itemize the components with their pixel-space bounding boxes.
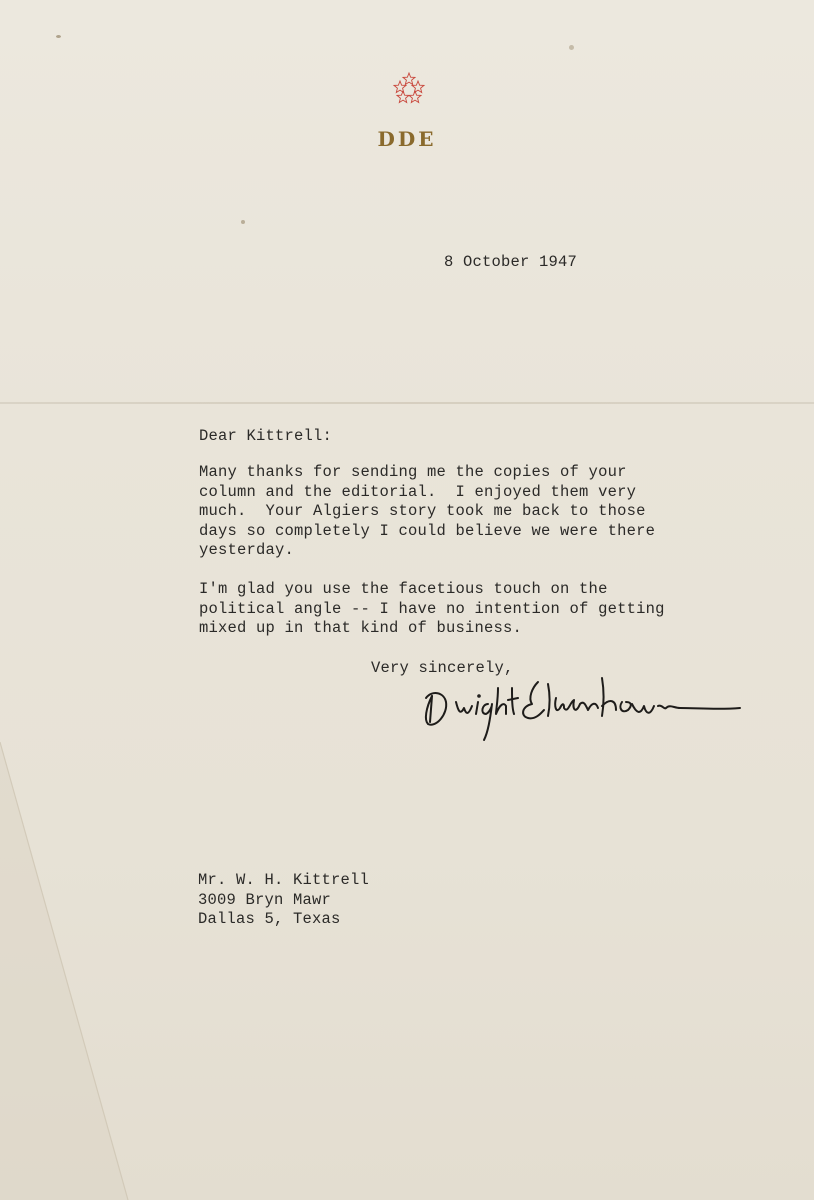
body-line: much. Your Algiers story took me back to those — [199, 502, 646, 520]
closing: Very sincerely, — [371, 659, 514, 677]
body-line: mixed up in that kind of business. — [199, 619, 523, 637]
paper-speck — [569, 45, 574, 50]
salutation: Dear Kittrell: — [199, 427, 333, 445]
body-paragraph — [199, 463, 655, 561]
recipient-address — [198, 871, 369, 930]
letterhead-initials: DDE — [377, 127, 437, 151]
body-paragraph — [199, 580, 665, 639]
five-star-cluster-icon — [392, 72, 426, 106]
address-line: 3009 Bryn Mawr — [198, 890, 332, 909]
paper-speck — [241, 220, 245, 224]
paper-fold-line — [0, 402, 814, 404]
body-line: Many thanks for sending me the copies of your — [199, 463, 627, 481]
letter-date: 8 October 1947 — [444, 253, 578, 271]
address-line: Dallas 5, Texas — [198, 910, 341, 928]
body-line: yesterday. — [199, 541, 295, 559]
paper-speck — [56, 35, 61, 38]
body-line: political angle -- I have no intention of getting — [199, 599, 665, 618]
body-line: column and the editorial. I enjoyed them very — [199, 482, 637, 501]
body-line: I'm glad you use the facetious touch on the — [199, 580, 608, 598]
handwritten-signature — [418, 658, 753, 748]
body-line: days so completely I could believe we were there — [199, 521, 656, 540]
address-line: Mr. W. H. Kittrell — [198, 871, 370, 889]
